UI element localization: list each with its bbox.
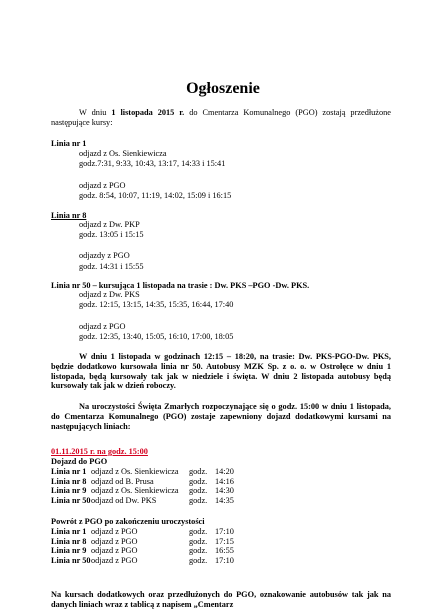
linia-50-heading: Linia nr 50 – kursująca 1 listopada na trasie : Dw. PKS –PGO -Dw. PKS.: [51, 281, 310, 290]
linia-8-times-2: godz. 14:31 i 15:55: [79, 262, 144, 271]
powrot-heading: Powrót z PGO po zakończeniu uroczystości: [51, 517, 205, 526]
linia-1-departure-2: odjazd z PGO: [79, 181, 126, 190]
dojazd-table: [51, 467, 234, 505]
intro-prefix: W dniu: [79, 108, 112, 117]
line-cell: Linia nr 50: [51, 495, 91, 505]
linia-8-heading: Linia nr 8: [51, 211, 87, 220]
departure-cell: odjazd od B. Prusa: [91, 476, 154, 486]
date-heading: 01.11.2015 r. na godz. 15:00: [51, 447, 148, 456]
table-row: [51, 537, 234, 547]
line-cell: Linia nr 1: [51, 467, 87, 476]
linia-1-times-2: godz. 8:54, 10:07, 11:19, 14:02, 15:09 i 16:15: [79, 191, 232, 200]
linia-50-departure-1: odjazd z Dw. PKS: [79, 290, 140, 299]
table-row: [51, 477, 234, 487]
linia-50-departure-2: odjazd z PGO: [79, 322, 126, 331]
godz-cell: godz.: [189, 495, 208, 505]
line-cell: Linia nr 8: [51, 536, 87, 546]
time-cell: 16:55: [215, 546, 234, 556]
departure-cell: odjazd z PGO: [91, 527, 138, 536]
table-row: [51, 556, 234, 566]
godz-cell: godz.: [189, 555, 208, 565]
table-row: [51, 546, 234, 556]
dojazd-heading: Dojazd do PGO: [51, 457, 108, 466]
powrot-table: [51, 527, 234, 565]
godz-cell: godz.: [189, 536, 208, 546]
linia-50-times-2: godz. 12:35, 13:40, 15:05, 16:10, 17:00, 18:05: [79, 332, 234, 341]
godz-cell: godz.: [189, 476, 208, 486]
line-cell: Linia nr 9: [51, 546, 87, 556]
linia-8-departure-1: odjazd z Dw. PKP: [79, 220, 140, 229]
time-cell: 17:15: [215, 536, 234, 546]
godz-cell: godz.: [189, 486, 208, 496]
time-cell: 14:20: [215, 467, 234, 476]
godz-cell: godz.: [189, 467, 208, 476]
departure-cell: odjazd z PGO: [91, 555, 138, 565]
time-cell: 17:10: [215, 555, 234, 565]
departure-cell: odjazd z Os. Sienkiewicza: [91, 486, 179, 496]
line-cell: Linia nr 8: [51, 476, 87, 486]
ceremony-paragraph: Na uroczystości Święta Zmarłych rozpoczynające się o godz. 15:00 w dniu 1 listopada, do Cmentarza Komunalnego (PGO) zostaje zapewniony dojazd dodatkowymi kursami na następujących liniach:: [51, 402, 391, 431]
linia-8-times-1: godz. 13:05 i 15:15: [79, 230, 144, 239]
time-cell: 17:10: [215, 527, 234, 536]
departure-cell: odjazd z Os. Sienkiewicza: [91, 467, 179, 476]
linia-1-times-1: godz.7:31, 9:33, 10:43, 13:17, 14:33 i 15:41: [79, 159, 226, 168]
departure-cell: odjazd z PGO: [91, 536, 138, 546]
table-row: [51, 467, 234, 477]
line-cell: Linia nr 1: [51, 527, 87, 536]
linia-1-departure-1: odjazd z Os. Sienkiewicza: [79, 149, 167, 158]
line-cell: Linia nr 50: [51, 555, 91, 565]
time-cell: 14:16: [215, 476, 234, 486]
intro-paragraph: [51, 108, 391, 128]
time-cell: 14:35: [215, 495, 234, 505]
intro-suffix: do Cmentarza Komunalnego (PGO) zostają przedłużone następujące kursy:: [51, 108, 391, 127]
line-cell: Linia nr 9: [51, 486, 87, 496]
table-row: [51, 486, 234, 496]
linia-8-departure-2: odjazdy z PGO: [79, 251, 130, 260]
linia-1-heading: Linia nr 1: [51, 139, 87, 148]
table-row: [51, 527, 234, 537]
linia-50-times-1: godz. 12:15, 13:15, 14:35, 15:35, 16:44, 17:40: [79, 300, 234, 309]
departure-cell: odjazd od Dw. PKS: [91, 495, 157, 505]
godz-cell: godz.: [189, 527, 208, 536]
footer-paragraph: Na kursach dodatkowych oraz przedłużonych do PGO, oznakowanie autobusów tak jak na danych liniach wraz z tablicą z napisem „Cmentarz: [51, 590, 391, 609]
table-row: [51, 496, 234, 506]
page-title: Ogłoszenie: [186, 80, 260, 97]
intro-date: 1 listopada 2015 r.: [111, 108, 185, 117]
departure-cell: odjazd z PGO: [91, 546, 138, 556]
time-cell: 14:30: [215, 486, 234, 496]
godz-cell: godz.: [189, 546, 208, 556]
additional-route-paragraph: W dniu 1 listopada w godzinach 12:15 – 18:20, na trasie: Dw. PKS-PGO-Dw. PKS, będzie dodatkowo kursowała linia nr 50. Autobusy MZK Sp. z o. o. w Ostrołęce w dniu 1 listopada, będą kursowały tak jak w niedziele i święta. W dniu 2 listopada autobusy będą kursowały tak jak w dzień roboczy.: [51, 352, 391, 391]
